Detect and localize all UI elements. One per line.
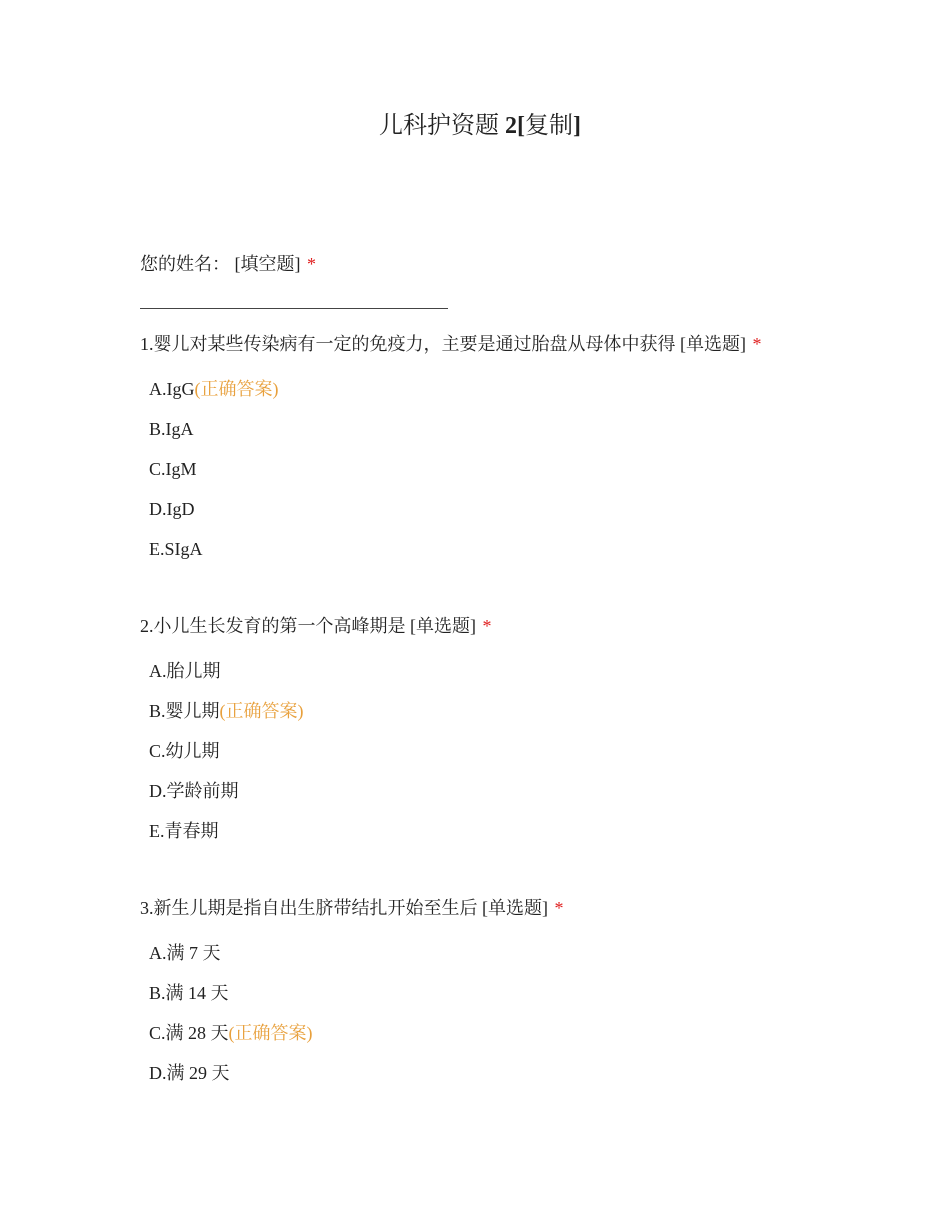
option-c[interactable] (149, 456, 860, 482)
option-list (140, 940, 860, 1086)
question-type: [单选题] (410, 616, 476, 636)
question-3 (140, 894, 860, 1100)
option-a[interactable] (149, 376, 860, 402)
required-mark: * (307, 254, 316, 274)
name-field-label: 您的姓名： (140, 254, 230, 274)
option-a[interactable] (149, 940, 860, 966)
title-copy: 复制 (525, 113, 573, 139)
option-b[interactable] (149, 416, 860, 442)
option-list (140, 376, 860, 562)
option-b[interactable] (149, 980, 860, 1006)
option-d[interactable] (149, 496, 860, 522)
question-text: 1.婴儿对某些传染病有一定的免疫力，主要是通过胎盘从母体中获得 (140, 334, 676, 354)
option-list (140, 658, 860, 844)
option-b[interactable] (149, 698, 860, 724)
question-title (140, 330, 860, 358)
required-mark: * (752, 334, 762, 354)
option-label: B.满 14 天 (149, 983, 229, 1003)
option-label: B.IgA (149, 419, 194, 439)
question-type: [单选题] (680, 334, 746, 354)
question-title (140, 894, 860, 922)
correct-answer-mark: (正确答案) (228, 1023, 313, 1043)
option-c[interactable] (149, 738, 860, 764)
option-label: E.青春期 (149, 821, 219, 841)
option-label: A.满 7 天 (149, 943, 221, 963)
option-label: B.婴儿期 (149, 701, 220, 721)
option-label: C.IgM (149, 459, 197, 479)
option-label: C.满 28 天 (149, 1023, 229, 1043)
question-type: [单选题] (482, 898, 548, 918)
page-title (0, 110, 950, 142)
option-label: A.胎儿期 (149, 661, 221, 681)
title-suffix: 2[ (505, 113, 525, 139)
name-field-type: [填空题] (234, 254, 301, 274)
option-d[interactable] (149, 778, 860, 804)
required-mark: * (554, 898, 564, 918)
title-close: ] (573, 113, 581, 139)
option-label: C.幼儿期 (149, 741, 220, 761)
option-e[interactable] (149, 536, 860, 562)
name-input-line[interactable] (140, 308, 448, 309)
correct-answer-mark: (正确答案) (219, 701, 304, 721)
option-label: D.学龄前期 (149, 781, 239, 801)
question-1 (140, 330, 860, 576)
question-2 (140, 612, 860, 858)
title-main: 儿科护资题 (379, 113, 499, 139)
name-field-block (140, 250, 840, 309)
option-label: D.满 29 天 (149, 1063, 230, 1083)
option-d[interactable] (149, 1060, 860, 1086)
option-e[interactable] (149, 818, 860, 844)
option-c[interactable] (149, 1020, 860, 1046)
name-field-title (140, 250, 840, 278)
option-label: D.IgD (149, 499, 195, 519)
question-title (140, 612, 860, 640)
option-label: A.IgG (149, 379, 195, 399)
question-text: 2.小儿生长发育的第一个高峰期是 (140, 616, 406, 636)
option-a[interactable] (149, 658, 860, 684)
correct-answer-mark: (正确答案) (194, 379, 279, 399)
option-label: E.SIgA (149, 539, 203, 559)
required-mark: * (482, 616, 492, 636)
question-text: 3.新生儿期是指自出生脐带结扎开始至生后 (140, 898, 478, 918)
